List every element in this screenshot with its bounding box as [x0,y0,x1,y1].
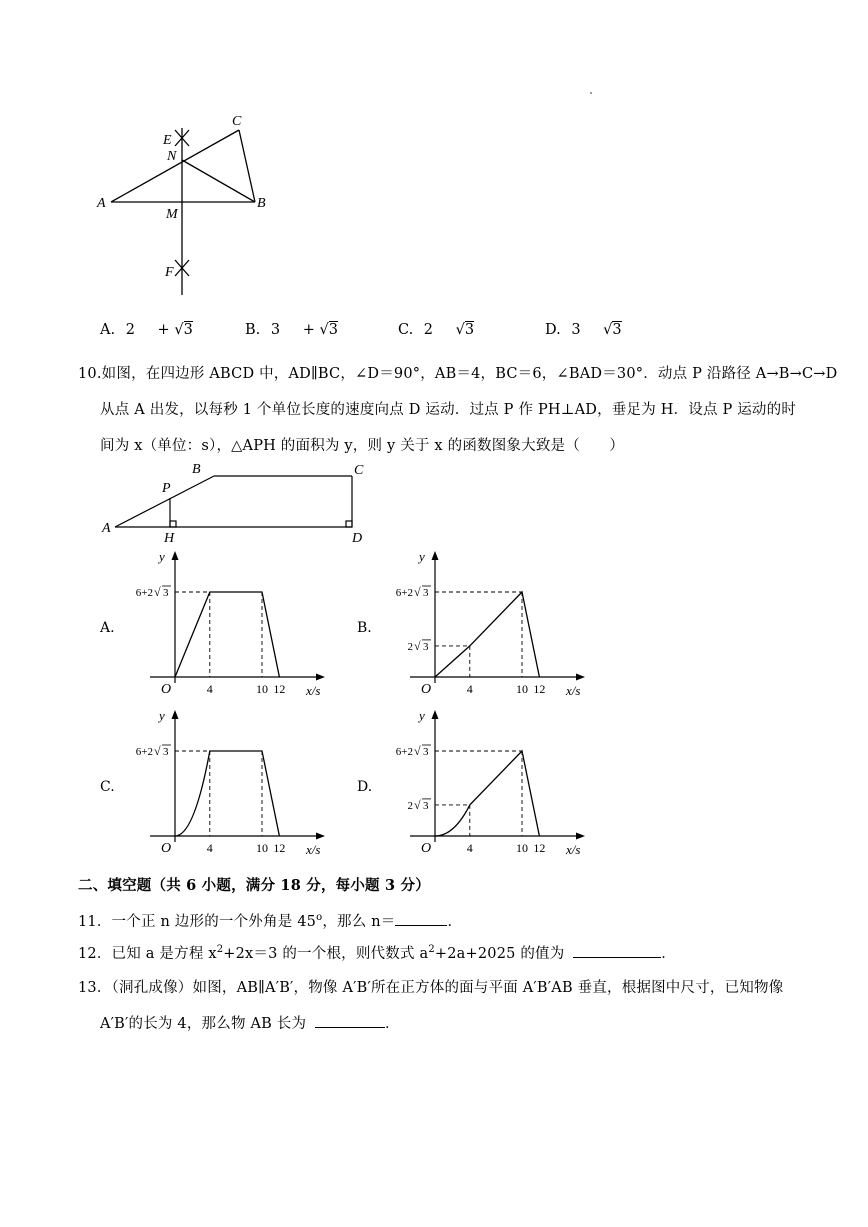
function-curve [175,592,279,677]
q13-line-1: 13．（洞孔成像）如图，AB∥A′B′，物像 A′B′所在正方体的面与平面 A′B′AB 垂直，根据图中尺寸，已知物像 [78,980,784,996]
option-letter: A. [100,322,116,338]
label-A: A [102,521,111,536]
x-axis-label: x/s [566,842,581,857]
y-tick-top-radicand: 3 [423,587,429,599]
label-C: C [232,114,242,129]
graph-c[interactable] [120,704,335,864]
graph-option-a-letter[interactable]: A. [100,620,115,636]
option-letter: D. [545,322,561,338]
q13-text-2: A′B′的长为 4，那么物 AB 长为 [100,1016,307,1032]
option-radicand: 3 [328,322,338,338]
function-curve [435,592,539,677]
q10-line-1 [78,362,837,383]
origin-label: O [161,682,172,697]
y-tick-mid-radicand: 3 [423,640,429,653]
y-tick-mid-prefix: 2 [407,799,413,812]
option-num: 3 [571,322,581,338]
line-NB [182,160,255,202]
y-tick-mid-radicand: 3 [423,799,429,812]
y-tick-top-prefix: 6+2 [395,746,413,758]
y-axis-label: y [419,708,425,723]
y-axis-arrow [172,551,179,560]
x-tick-label: 10 [516,841,528,855]
x-axis-arrow [316,833,325,840]
graph-option-c-letter[interactable]: C. [100,779,115,795]
q9-option-c[interactable] [398,322,474,338]
sqrt-symbol: √ [603,322,613,338]
x-axis-label: x/s [306,842,321,857]
q11-degree-sup: o [316,912,323,924]
q11-answer-blank[interactable] [395,911,447,926]
option-letter: C. [398,322,414,338]
x-tick-label: 10 [516,682,528,696]
q10-line-2: 从点 A 出发，以每秒 1 个单位长度的速度向点 D 运动．过点 P 作 PH⊥AD，垂足为 H．设点 P 运动的时 [100,402,797,418]
q13-answer-blank[interactable] [315,1013,385,1028]
x-tick-label: 4 [466,682,473,696]
option-letter: B. [245,322,261,338]
section-2-heading: 二、填空题（共 6 小题，满分 18 分，每小题 3 分） [78,877,430,894]
label-F: F [165,265,174,280]
x-tick-label: 10 [256,841,268,855]
q12-text: 12．已知 a 是方程 x [78,946,217,962]
sqrt-symbol: √ [174,322,184,338]
q11-text-after: ，那么 n＝ [322,914,396,930]
q10-line-3: 间为 x（单位：s），△APH 的面积为 y，则 y 关于 x 的函数图象大致是（ ） [100,438,625,454]
y-axis-arrow [172,710,179,719]
q12-sup-2: 2 [428,944,435,956]
q9-option-b[interactable] [245,322,338,338]
q11-text: 11．一个正 n 边形的一个外角是 45 [78,914,317,930]
q9-option-d[interactable] [545,322,622,338]
option-op: + [302,322,315,338]
graph-b[interactable] [380,545,595,705]
label-C: C [354,463,364,478]
graph-option-b-letter[interactable]: B. [357,620,372,636]
origin-label: O [421,682,432,697]
y-tick-mid-prefix: 2 [407,640,413,653]
q12 [78,942,676,963]
x-tick-label: 4 [206,682,213,696]
graph-d[interactable] [380,704,595,864]
right-angle-D [346,521,352,527]
right-angle-H [170,521,176,527]
function-curve [435,751,539,836]
q13-end: ． [385,1016,400,1032]
label-E: E [163,133,172,148]
x-tick-label: 12 [533,682,546,696]
q12-end: ． [661,946,676,962]
y-axis-label: y [159,708,165,723]
q9-figure [95,110,285,305]
label-A: A [97,196,106,211]
x-tick-label: 4 [206,841,213,855]
line-AC [111,130,239,202]
sqrt-symbol: √ [455,322,465,338]
graph-a[interactable] [120,545,335,705]
sqrt-symbol: √ [319,322,329,338]
x-tick-label: 12 [273,682,286,696]
y-tick-top-sqrt: √ [154,585,161,599]
label-P: P [162,481,171,496]
q11-end: ． [447,914,463,930]
x-tick-label: 12 [273,841,286,855]
label-D: D [352,531,363,545]
y-tick-top-prefix: 6+2 [135,746,153,758]
x-tick-label: 10 [256,682,268,696]
q12-mid-1: +2x＝3 的一个根，则代数式 a [223,946,429,962]
q10-text-1: 如图，在四边形 ABCD 中，AD∥BC，∠D＝90°，AB＝4，BC＝6，∠BAD＝30°．动点 P 沿路径 A→B→C→D [101,366,838,382]
y-tick-top-radicand: 3 [163,746,169,758]
q12-sup-1: 2 [216,944,224,956]
x-axis-arrow [576,674,585,681]
q10-figure [100,460,375,545]
y-axis-arrow [432,710,439,719]
function-curve [175,751,279,836]
label-B: B [192,462,201,477]
option-op: + [157,322,170,338]
option-radicand: 3 [183,322,193,338]
y-tick-mid-sqrt: √ [414,638,421,653]
x-tick-label: 12 [533,841,546,855]
y-tick-top-radicand: 3 [163,587,169,599]
y-tick-top-prefix: 6+2 [135,587,153,599]
y-tick-top-sqrt: √ [414,585,421,599]
line-CB [239,130,255,202]
x-tick-label: 4 [466,841,473,855]
label-N: N [167,149,177,164]
label-H: H [164,531,175,545]
origin-label: O [161,841,172,856]
page-mark [590,92,592,94]
label-B: B [257,196,266,211]
x-axis-arrow [576,833,585,840]
y-tick-top-radicand: 3 [423,746,429,758]
option-num: 3 [270,322,281,338]
y-tick-top-prefix: 6+2 [395,587,413,599]
x-axis-label: x/s [566,683,581,698]
q12-mid-2: +2a+2025 的值为 [434,946,565,962]
q11 [78,910,462,931]
option-num: 2 [125,322,135,338]
y-tick-top-sqrt: √ [414,744,421,758]
y-tick-mid-sqrt: √ [414,797,421,812]
graph-option-d-letter[interactable]: D. [357,779,373,795]
y-axis-label: y [159,549,165,564]
q12-answer-blank[interactable] [573,943,661,958]
origin-label: O [421,841,432,856]
label-M: M [166,207,178,222]
q13-line-2 [100,1012,400,1033]
q10-number: 10. [78,366,102,382]
option-num: 2 [423,322,434,338]
x-axis-label: x/s [306,683,321,698]
x-axis-arrow [316,674,325,681]
y-axis-label: y [419,549,425,564]
y-tick-top-sqrt: √ [154,744,161,758]
q9-option-a[interactable] [100,322,193,338]
y-axis-arrow [432,551,439,560]
option-radicand: 3 [464,322,475,338]
option-radicand: 3 [612,322,622,338]
